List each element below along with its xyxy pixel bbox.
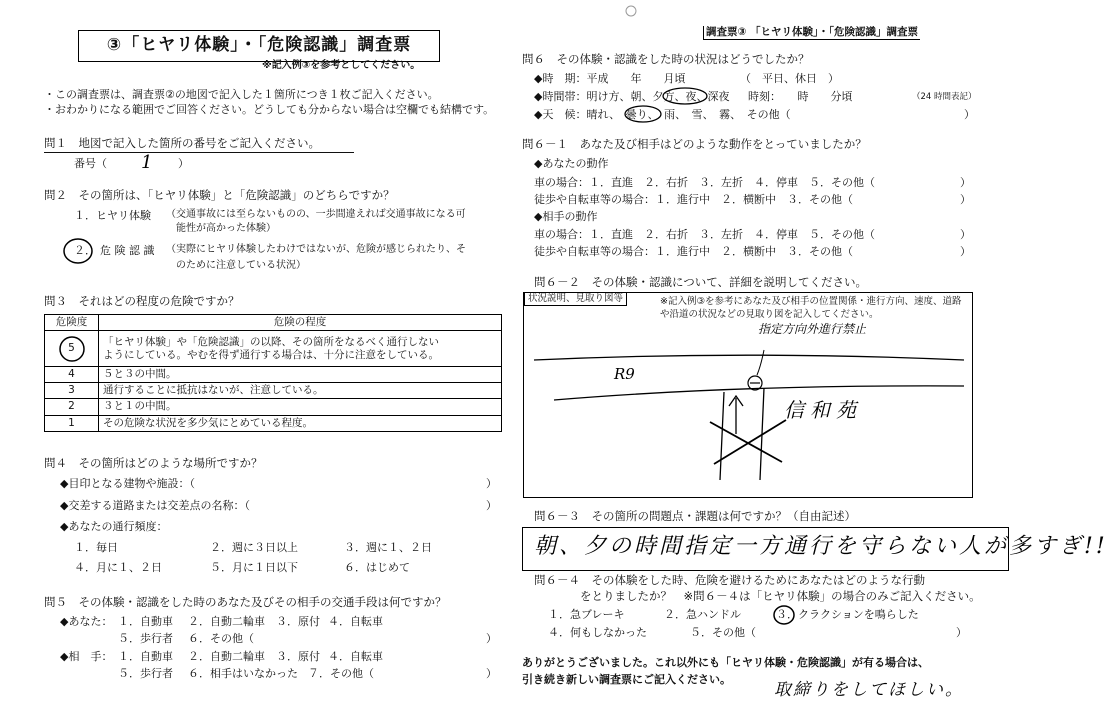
danger-level[interactable]: 2	[45, 399, 99, 415]
q6-4-title-2: をとりましたか？ ※問６－４は「ヒヤリ体験」の場合のみご記入ください。	[580, 589, 981, 603]
intro-line-1: ・この調査票は、調査票②の地図で記入した１箇所につき１枚ご記入ください。	[44, 88, 439, 101]
handwritten-note: 取締りをしてほしい。	[774, 680, 964, 700]
table-row[interactable]	[45, 367, 502, 383]
q6-4-option[interactable]: １．急ブレーキ	[548, 608, 625, 621]
q5-you-option[interactable]: ３．原付	[276, 615, 320, 628]
q1-close: ）	[178, 157, 189, 170]
q6-weather-close: ）	[964, 108, 975, 121]
sketch-instruction: ※記入例③を参考にあなた及び相手の位置関係・進行方向、速度、道路や沿道の状況などの見取り図を記入してください。	[660, 296, 962, 320]
q6-4-option[interactable]: ５．その他（	[690, 626, 756, 639]
danger-level[interactable]: 1	[45, 415, 99, 431]
q5-other-option[interactable]: １．自動車	[118, 650, 173, 663]
selection-circle-icon	[661, 86, 709, 106]
q6-4-title: 問６－４ その体験をした時、危険を避けるためにあなたはどのような行動	[534, 573, 925, 587]
side-code	[0, 673, 47, 687]
danger-level[interactable]: 3	[45, 383, 99, 399]
road-sketch-icon	[524, 330, 972, 496]
q1-number-label: 番号（	[74, 157, 107, 170]
q6-title: 問６ その体験・認識をした時の状況はどうでしたか？	[522, 52, 810, 66]
q6-time[interactable]: 時刻： 時 分頃	[748, 90, 853, 103]
q4-frequency-option[interactable]: ６．はじめて	[344, 561, 410, 574]
q6-1-you-car[interactable]: 車の場合：１．直進 ２．右折 ３．左折 ４．停車 ５．その他（	[534, 176, 875, 189]
q6-time-band[interactable]: ◆時間帯：明け方、朝、夕方、夜、深夜	[534, 90, 730, 103]
thanks-line-2: 引き続き新しい調査票にご記入ください。	[522, 673, 731, 686]
danger-description: 通行することに抵抗はないが、注意している。	[99, 383, 502, 399]
q5-you-label: ◆あなた：	[60, 615, 113, 628]
q6-weather[interactable]: ◆天 候：晴れ、 曇り、 雨、 雪、 霧、 その他（	[534, 108, 791, 121]
survey-title: ③「ヒヤリ体験」・「危険認識」調査票	[78, 30, 440, 62]
q5-you-option[interactable]: １．自動車	[118, 615, 173, 628]
q5-title: 問５ その体験・認識をした時のあなた及びその相手の交通手段は何ですか？	[44, 595, 447, 609]
q4-frequency-option[interactable]: ５．月に１日以下	[210, 561, 298, 574]
danger-level[interactable]: 4	[45, 367, 99, 383]
q5-other-option[interactable]: ４．自転車	[328, 650, 383, 663]
q5-you-option[interactable]: ６．その他（	[188, 632, 254, 645]
q6-4-option-selected[interactable]: ３．クラクションを鳴らした	[776, 608, 919, 621]
q5-you-option[interactable]: ５．歩行者	[118, 632, 173, 645]
q4-landmark-label: ◆目印となる建物や施設：（	[60, 477, 195, 490]
q6-1-other-car[interactable]: 車の場合：１．直進 ２．右折 ３．左折 ４．停車 ５．その他（	[534, 228, 875, 241]
danger-level: 5	[68, 342, 75, 355]
q6-1-other-heading: ◆相手の動作	[534, 210, 598, 223]
q4-frequency-label: ◆あなたの通行頻度：	[60, 520, 168, 533]
q5-other-option[interactable]: ７．その他（	[308, 667, 374, 680]
q6-4-option[interactable]: ２．急ハンドル	[664, 608, 741, 621]
q6-period-day[interactable]: （ 平日、休日 ）	[740, 72, 839, 85]
sketch-sign-label: 指定方向外進行禁止	[758, 322, 867, 336]
danger-description: ５と３の中間。	[99, 367, 502, 383]
danger-level-table	[44, 314, 502, 432]
q4-landmark-close: ）	[486, 477, 497, 490]
q6-1-title: 問６－１ あなた及び相手はどのような動作をとっていましたか？	[522, 137, 867, 151]
q2-option-2-desc-2: のために注意している状況）	[176, 260, 306, 271]
q2-option-1-label[interactable]: １．ヒヤリ体験	[74, 209, 151, 222]
q2-option-1-desc-2: 能性が高かった体験）	[176, 223, 276, 234]
q6-1-you-walk[interactable]: 徒歩や自転車等の場合：１．進行中 ２．横断中 ３．その他（	[534, 193, 853, 206]
table-header-level: 危険度	[45, 315, 99, 331]
danger-description: その危険な状況を多少気にとめている程度。	[99, 415, 502, 431]
q2-option-2-label[interactable]: 危 険 認 識	[100, 244, 155, 257]
q4-frequency-option[interactable]: ３．週に１、２日	[344, 541, 432, 554]
q6-1-close: ）	[960, 228, 971, 241]
sketch-box-label: 状況説明、見取り図等	[524, 292, 627, 306]
q5-other-option[interactable]: ３．原付	[276, 650, 320, 663]
table-header-degree: 危険の程度	[99, 315, 502, 331]
q5-other-option[interactable]: ６．相手はいなかった	[188, 667, 298, 680]
free-description-answer[interactable]: 朝、夕の時間指定一方通行を守らない人が多すぎ!!	[534, 534, 1108, 559]
q1-title: 問１ 地図で記入した箇所の番号をご記入ください。	[44, 136, 320, 150]
q5-other-option[interactable]: ２．自動二輪車	[188, 650, 265, 663]
sheet-label: 調査票③ 「ヒヤリ体験」・「危険認識」調査票	[703, 26, 920, 40]
q5-you-close: ）	[486, 632, 497, 645]
danger-description-2: ようにしている。やむを得ず通行する場合は、十分に注意をしている。	[103, 348, 439, 361]
q2-option-1-desc: （交通事故には至らないものの、一歩間違えれば交通事故になる可	[166, 209, 466, 220]
q4-title: 問４ その箇所はどのような場所ですか？	[44, 456, 263, 470]
q6-1-you-heading: ◆あなたの動作	[534, 157, 609, 170]
danger-description: ３と１の中間。	[99, 399, 502, 415]
q4-road-close: ）	[486, 499, 497, 512]
q6-time-note: （24 時間表記）	[912, 92, 977, 102]
q6-1-close: ）	[960, 245, 971, 258]
selection-circle-icon	[57, 334, 87, 364]
danger-description: 「ヒヤリ体験」や「危険認識」の以降、その箇所をなるべく通行しない	[103, 335, 439, 348]
q1-number-answer[interactable]: 1	[141, 152, 153, 173]
q5-other-close: ）	[486, 667, 497, 680]
q6-4-close: ）	[956, 626, 967, 639]
q6-4-option[interactable]: ４．何もしなかった	[548, 626, 647, 639]
q6-2-title: 問６－２ その体験・認識について、詳細を説明してください。	[534, 275, 868, 289]
table-row[interactable]	[45, 383, 502, 399]
q6-3-title: 問６－３ その箇所の問題点・課題は何ですか？（自由記述）	[534, 509, 856, 523]
sketch-road-label: R9	[614, 365, 635, 383]
q6-period: ◆時 期：平成 年 月頃	[534, 72, 686, 85]
intro-line-2: ・おわかりになる範囲でご回答ください。どうしても分からない場合は空欄でも結構です。	[44, 103, 495, 116]
q5-other-option[interactable]: ５．歩行者	[118, 667, 173, 680]
q3-title: 問３ それはどの程度の危険ですか？	[44, 294, 240, 308]
q6-1-close: ）	[960, 193, 971, 206]
table-row[interactable]	[45, 331, 502, 367]
q2-title: 問２ その箇所は、「ヒヤリ体験」と「危険認識」のどちらですか？	[44, 188, 395, 202]
q5-you-option[interactable]: ４．自転車	[328, 615, 383, 628]
q2-option-2-desc: （実際にヒヤリ体験したわけではないが、危険が感じられたり、そ	[166, 244, 466, 255]
punch-hole-icon	[624, 4, 638, 18]
q4-frequency-option[interactable]: ４．月に１、２日	[74, 561, 162, 574]
table-row[interactable]	[45, 415, 502, 431]
q4-frequency-option[interactable]: ２．週に３日以上	[210, 541, 298, 554]
q5-other-label: ◆相 手：	[60, 650, 113, 663]
sketch-place-label: 信和苑	[784, 398, 862, 422]
q6-1-other-walk[interactable]: 徒歩や自転車等の場合：１．進行中 ２．横断中 ３．その他（	[534, 245, 853, 258]
q4-road-label: ◆交差する道路または交差点の名称：（	[60, 499, 250, 512]
q4-frequency-option[interactable]: １．毎日	[74, 541, 118, 554]
table-row[interactable]	[45, 399, 502, 415]
title-note: ※記入例③を参考としてください。	[262, 60, 421, 71]
thanks-line-1: ありがとうございました。これ以外にも「ヒヤリ体験・危険認識」が有る場合は、	[522, 656, 929, 669]
q2-option-2-number[interactable]: ２．	[74, 244, 96, 257]
q6-1-close: ）	[960, 176, 971, 189]
q5-you-option[interactable]: ２．自動二輪車	[188, 615, 265, 628]
selection-circle-icon	[623, 104, 663, 124]
